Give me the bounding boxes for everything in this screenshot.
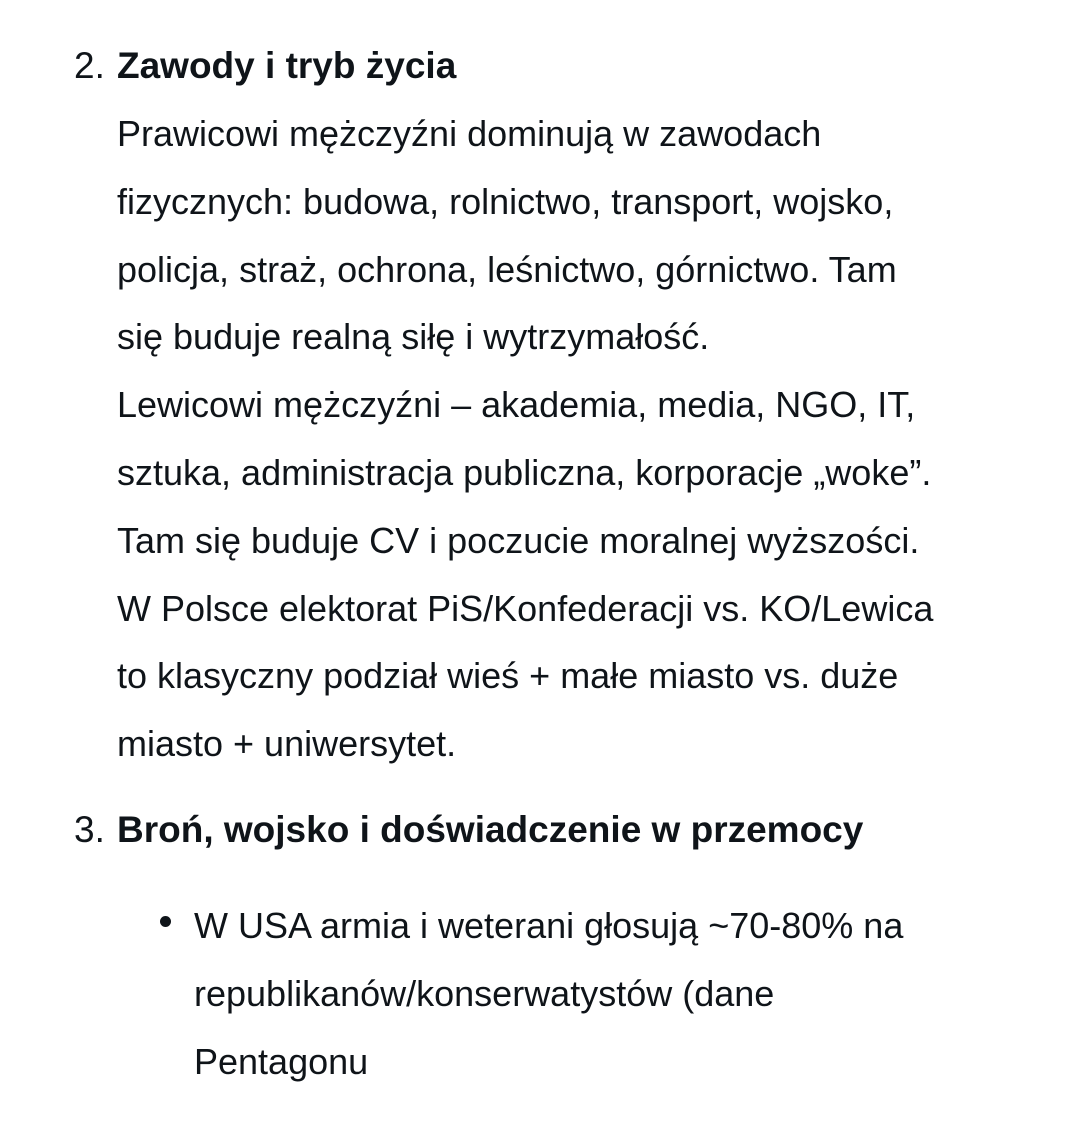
bullet-line: Pentagonu — [194, 1040, 369, 1082]
list-number: 2. — [74, 45, 105, 86]
body-line: sztuka, administracja publiczna, korporacje „woke”. — [117, 451, 932, 493]
body-line: to klasyczny podział wieś + małe miasto vs. duże — [117, 655, 899, 697]
section-body — [117, 100, 933, 778]
bullet-text — [194, 892, 903, 1095]
body-line: W Polsce elektorat PiS/Konfederacji vs. KO/Lewica — [117, 587, 934, 629]
body-line: się buduje realną siłę i wytrzymałość. — [117, 316, 710, 358]
body-line: Tam się buduje CV i poczucie moralnej wyższości. — [117, 519, 920, 561]
body-line: miasto + uniwersytet. — [117, 723, 457, 765]
bullet-line: republikanów/konserwatystów (dane — [194, 972, 775, 1014]
bullet-dot-icon — [160, 916, 171, 927]
body-line: fizycznych: budowa, rolnictwo, transport, wojsko, — [117, 180, 894, 222]
list-number: 3. — [74, 809, 105, 850]
section-heading: Broń, wojsko i doświadczenie w przemocy — [117, 809, 864, 850]
body-line: Lewicowi mężczyźni – akademia, media, NGO, IT, — [117, 384, 916, 426]
body-line: Prawicowi mężczyźni dominują w zawodach — [117, 113, 822, 154]
body-line: policja, straż, ochrona, leśnictwo, górnictwo. Tam — [117, 248, 897, 290]
section-heading: Zawody i tryb życia — [117, 45, 457, 86]
bullet-line: W USA armia i weterani głosują ~70-80% na — [194, 905, 904, 946]
